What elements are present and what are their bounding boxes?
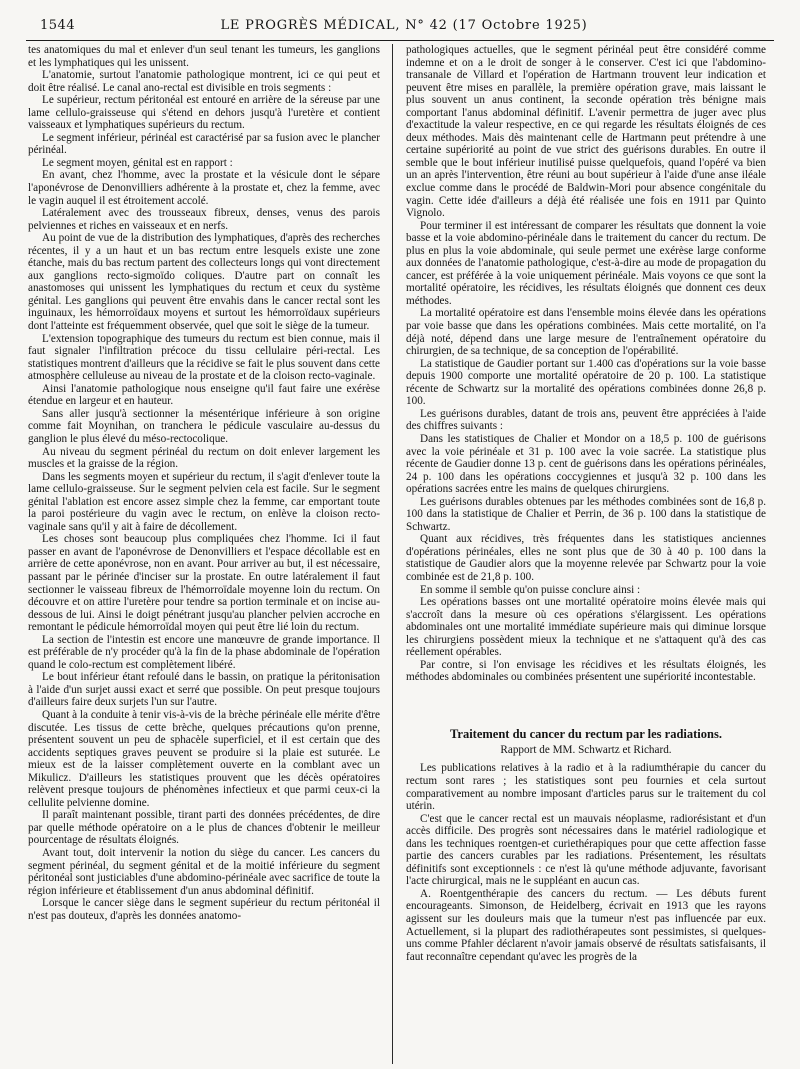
paragraph: En somme il semble qu'on puisse conclure ainsi :: [420, 583, 641, 596]
paragraph: Les guérisons durables, datant de trois ans, peuvent être appréciées à l'aide des chiffres suivants :: [406, 407, 766, 433]
paragraph: tes anatomiques du mal et enlever d'un seul tenant les tumeurs, les ganglions et les lymphatiques qui les unissent.: [28, 44, 380, 69]
paragraph: Les guérisons durables obtenues par les méthodes combinées sont de 16,8 p. 100 dans la statistique de Chalier et Perrin, de 36 p. 100 dans la statistique de Schwartz.: [406, 495, 766, 533]
page-number: 1544: [40, 18, 76, 33]
paragraph: Lorsque le cancer siège dans le segment supérieur du rectum péritonéal il n'est pas douteux, d'après les données anatomo-: [28, 897, 380, 922]
paragraph: C'est que le cancer rectal est un mauvais néoplasme, radiorésistant et d'un accès difficile. Des progrès sont nécessaires dans le matériel radiologique et dans les techniques roentgen-et curiethérapiques pour que cette affection fasse partie des cancers curables par les radiations. Présentement, les résultats définitifs sont exceptionnels : ce n'est là qu'une méthode adjuvante, favorisant l'acte chirurgical, mais ne le suppléant en aucun cas.: [406, 812, 766, 888]
header-rule: [26, 40, 774, 41]
paragraph: A. Roentgenthérapie des cancers du rectum. — Les débuts furent encourageants. Simonson, de Heidelberg, écrivait en 1913 que les rayons agissent sur les douleurs mais que la tumeur n'est pas influencée par eux. Actuellement, si la plupart des radiothérapeutes sont pessimistes, si quelques-uns comme Pfahler déclarent n'avoir jamais observé de résultats satisfaisants, il faut reconnaître cependant qu'avec les progrès de la: [406, 887, 766, 963]
paragraph: Au niveau du segment périnéal du rectum on doit enlever largement les muscles et la graisse de la région.: [28, 445, 380, 471]
paragraph: pathologiques actuelles, que le segment périnéal peut être considéré comme indemne et on a le droit de songer à le conserver. C'est ici que l'abdomino-transanale de Villard et l'opération de Hartmann trouvent leur indication et peuvent être mises en parallèle, la première opération grave, mais laissant le plus souvent un anus continent, la seconde opération très bénigne mais comportant l'anus abdominal définitif. L'avenir permettra de juger avec plus d'exactitude la valeur respective, en ce qui regarde les résultats éloignés de ces deux méthodes. Mais dès maintenant celle de Hartmann peut prétendre à une certaine supériorité au point de vue strict des guérisons durables. En outre il semble que le bout inférieur inutilisé puisse quelquefois, quand l'opéré va bien un an après l'intervention, être réuni au bout supérieur à l'aide d'une anse iléale exclue comme dans le procédé de Baldwin-Mori pour absence congénitale du vagin. Cette idée d'ailleurs a déjà été réalisée une fois en 1911 par Quinto Vignolo.: [406, 44, 766, 220]
paragraph: Les choses sont beaucoup plus compliquées chez l'homme. Ici il faut passer en avant de l'aponévrose de Denonvilliers et l'espace décollable est en arrière de cette aponévrose, non en avant. Pour arriver au but, il est nécessaire, passant par le périnée d'inciser sur la prostate. En outre latéralement il faut sectionner le vaisseau fibreux de l'hémorroïdale moyenne loin du rectum. On découvre et on attire l'uretère pour tendre sa portion terminale et on incise au-dessous de lui. Ainsi le doigt pénétrant jusqu'au plancher pelvien accroche en remontant le pédicule hémorroïdal moyen qui peut être lié loin du rectum.: [28, 533, 380, 634]
paragraph: La statistique de Gaudier portant sur 1.400 cas d'opérations sur la voie basse depuis 1900 comporte une mortalité opératoire de 20 p. 100. La statistique récente de Schwartz sur la mortalité des opérations combinées donne 26,8 p. 100.: [406, 357, 766, 408]
paragraph: Les opérations basses ont une mortalité opératoire moins élevée mais qui s'accroît dans la mesure où ces opérations s'élargissent. Les opérations abdominales ont une mortalité immédiate supérieure mais qui diminue lorsque les chirurgiens possèdent mieux la technique et ne s'attaquent qu'à des cas réellement opérables.: [406, 596, 766, 659]
paragraph: La section de l'intestin est encore une manœuvre de grande importance. Il est préférable de n'y procéder qu'à la fin de la phase abdominale de l'opération quand le colo-rectum est complètement libéré.: [28, 633, 380, 671]
paragraph: Dans les statistiques de Chalier et Mondor on a 18,5 p. 100 de guérisons avec la voie périnéale et 31 p. 100 avec la voie sacrée. La statistique plus récente de Gaudier donne 13 p. cent de guérisons dans les opérations périnéales, 24 p. 100 dans les opérations coccygiennes et jusqu'à 32 p. 100 dans les opérations sacrées entre les mains de quelques chirurgiens.: [406, 432, 766, 496]
section-title: Traitement du cancer du rectum par les radiations.: [450, 726, 722, 741]
paragraph: Ainsi l'anatomie pathologique nous enseigne qu'il faut faire une exérèse étendue en largeur et en hauteur.: [28, 382, 380, 408]
journal-title: LE PROGRÈS MÉDICAL, N° 42 (17 Octobre 1925): [220, 18, 588, 33]
paragraph: Il paraît maintenant possible, tirant parti des données précédentes, de dire par quelle méthode opératoire on a le plus de chances d'obtenir le meilleur pourcentage de résultats éloignés.: [28, 809, 380, 847]
paragraph: Avant tout, doit intervenir la notion du siège du cancer. Les cancers du segment périnéal, du segment génital et de la moitié inférieure du segment péritonéal sont justiciables d'une abdomino-périnéale avec sacrifice de toute la région inférieure et établissement d'un anus abdominal définitif.: [28, 847, 380, 897]
section-byline: Rapport de MM. Schwartz et Richard.: [500, 743, 672, 756]
paragraph: Le bout inférieur étant refoulé dans le bassin, on pratique la péritonisation à l'aide d'un surjet aussi exact et serré que possible. On peut presque toujours d'ailleurs faire deux surjets l'un sur l'autre.: [28, 671, 380, 709]
paragraph: Au point de vue de la distribution des lymphatiques, d'après des recherches récentes, il y a un haut et un bas rectum entre lesquels existe une zone étanche, mais du bas rectum partent des collecteurs longs qui vont directement aux ganglions recto-sigmoïdo coliques. D'autre part on connaît les anastomoses qui unissent les lymphatiques du rectum et ceux du système génital. Les ganglions qui peuvent être envahis dans le cancer rectal sont les inguinaux, les hémorroïdaux moyens et surtout les hémorroïdaux supérieurs dont l'atteinte est fréquemment observée, quel que soit le siège de la tumeur.: [28, 232, 380, 333]
paragraph: Quant à la conduite à tenir vis-à-vis de la brèche périnéale elle mérite d'être discutée. Les tissus de cette brèche, quelques précautions qu'on prenne, présentent souvent un peu de sphacèle superficiel, et il est certain que des accidents septiques graves peuvent se produire si la plaie est suturée. Le mieux est de la laisser complètement ouverte en la comblant avec un Mikulicz. D'ailleurs les statistiques prouvent que les décès opératoires relèvent presque toujours de phénomènes infectieux et que parmi ceux-ci la cellulite pelvienne domine.: [28, 708, 380, 809]
paragraph: Le segment inférieur, périnéal est caractérisé par sa fusion avec le plancher périnéal.: [28, 131, 380, 157]
paragraph: L'anatomie, surtout l'anatomie pathologique montrent, ici ce qui peut et doit être réalisé. Le canal ano-rectal est divisible en trois segments :: [28, 69, 380, 94]
paragraph: Latéralement avec des trousseaux fibreux, denses, venus des parois pelviennes et riches en vaisseaux et en nerfs.: [28, 207, 380, 232]
paragraph: Quant aux récidives, très fréquentes dans les statistiques anciennes d'opérations périnéales, elles ne sont plus que de 30 à 40 p. 100 dans la statistique de Gaudier alors que la moyenne relevée par Schwartz pour la voie combinée est de 21,8 p. 100.: [406, 533, 766, 583]
section-gap: [406, 684, 766, 726]
paragraph: Sans aller jusqu'à sectionner la mésentérique inférieure à son origine comme fait Moynihan, on tranchera le pédicule vasculaire au-dessus du ganglion le plus élevé du méso-rectocolique.: [28, 407, 380, 445]
left-column: [28, 44, 380, 922]
paragraph: En avant, chez l'homme, avec la prostate et la vésicule dont le sépare l'aponévrose de Denonvilliers adhérente à la prostate et, chez la femme, avec le vagin auquel il est étroitement accolé.: [28, 169, 380, 207]
paragraph: Les publications relatives à la radio et à la radiumthérapie du cancer du rectum sont rares ; les statistiques sont peu fournies et cela surtout comparativement au nombre imposant d'articles parus sur le traitement du col utérin.: [406, 762, 766, 813]
paragraph: Le supérieur, rectum péritonéal est entouré en arrière de la séreuse par une lame cellulo-graisseuse qui s'étend en dehors jusqu'à l'uretère et contient vaisseaux et lymphatiques supérieurs du rectum.: [28, 94, 380, 132]
page-header: [40, 14, 768, 38]
column-divider: [392, 44, 393, 1064]
paragraph: Par contre, si l'on envisage les récidives et les résultats éloignés, les méthodes abdominales ou combinées présentent une supériorité incontestable.: [406, 658, 766, 684]
paragraph: Le segment moyen, génital est en rapport :: [42, 156, 233, 169]
paragraph: Dans les segments moyen et supérieur du rectum, il s'agit d'enlever toute la lame cellulo-graisseuse. Sur le segment pelvien cela est facile. Sur le segment génital l'ablation est encore assez simple chez la femme, car emportant toute la paroi postérieure du vagin avec le rectum, on enlève la cloison recto-vaginale sans qu'il y ait à faire de décollement.: [28, 470, 380, 533]
right-column: [406, 44, 766, 963]
paragraph: Pour terminer il est intéressant de comparer les résultats que donnent la voie basse et la voie abdomino-périnéale dans le traitement du cancer du rectum. De plus en plus la voie abdominale, qui seule permet une exérèse large conforme aux données de l'anatomie pathologique, c'est-à-dire au mode de propagation du cancer, est préférée à la voie uniquement périnéale. Mais voyons ce que sont la mortalité opératoire, les récidives, les résultats éloignés que donnent ces deux méthodes.: [406, 219, 766, 307]
paragraph: La mortalité opératoire est dans l'ensemble moins élevée dans les opérations par voie basse que dans les opérations combinées. Mais cette mortalité, on l'a déjà noté, dépend dans une large mesure de l'entraînement opératoire du chirurgien, de sa technique, de sa conception de l'opérabilité.: [406, 307, 766, 358]
paragraph: L'extension topographique des tumeurs du rectum est bien connue, mais il faut signaler l'infiltration précoce du tissu cellulaire péri-rectal. Les statistiques montrent d'ailleurs que la récidive se fait le plus souvent dans cette atmosphère celluleuse au niveau de la prostate et de la cloison recto-vaginale.: [28, 332, 380, 383]
